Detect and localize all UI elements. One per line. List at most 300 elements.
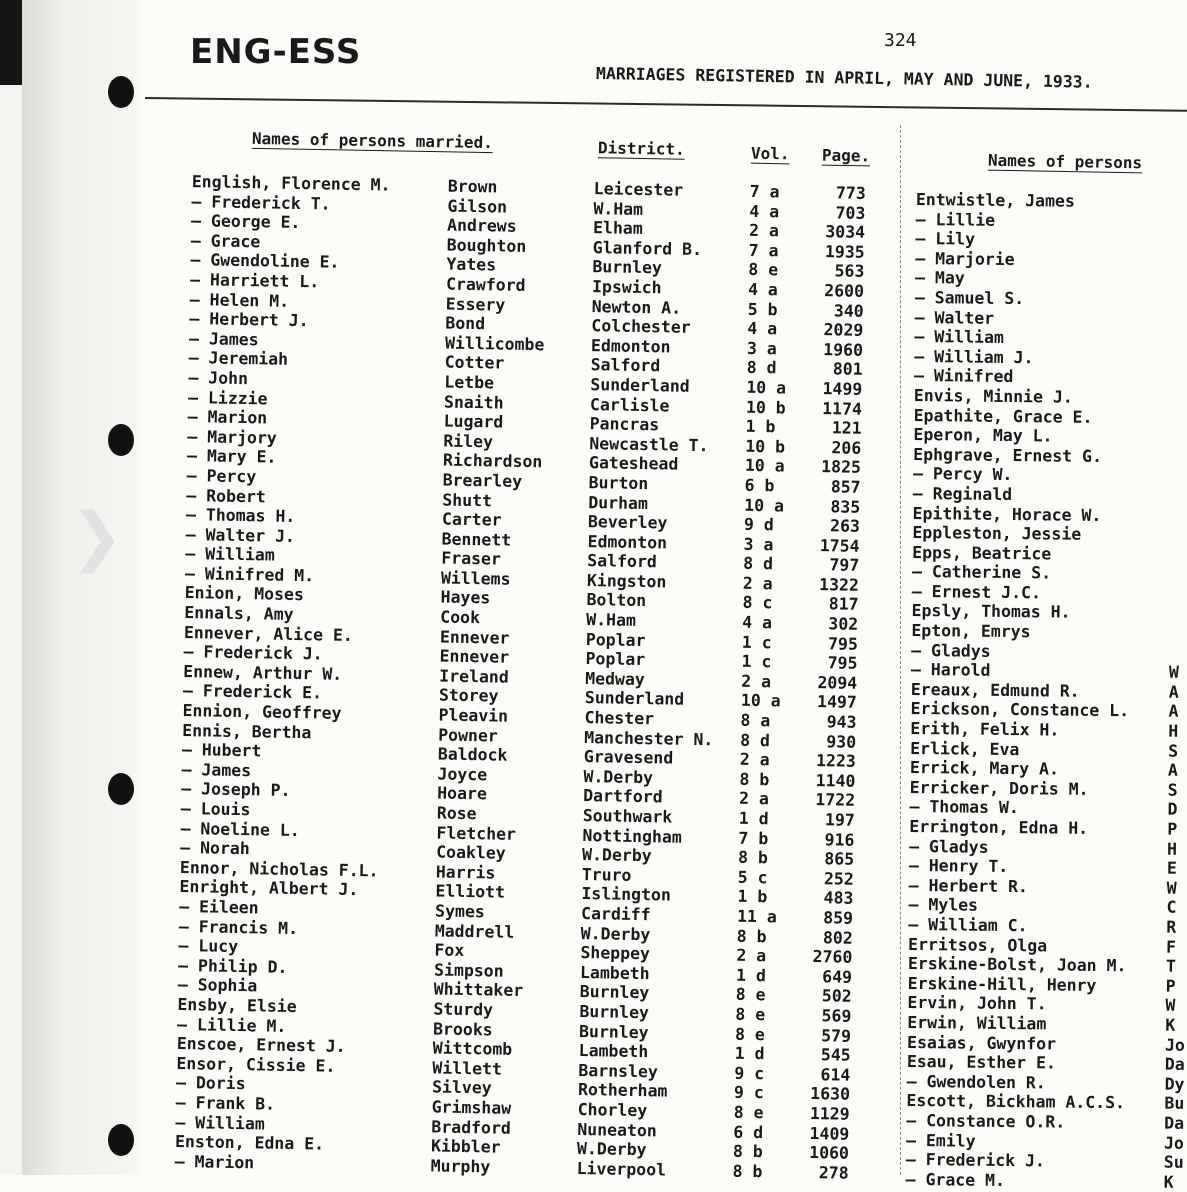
entry-name: — Marion — [175, 1152, 255, 1172]
entry-spouse: Powner — [438, 725, 498, 745]
binding-paper-strip — [0, 85, 22, 1175]
entry-spouse: Brown — [448, 177, 498, 197]
entry-spouse: P — [1166, 976, 1176, 995]
entry-name: Erith, Felix H. — [910, 719, 1059, 740]
entry-spouse: K — [1164, 1172, 1174, 1191]
entry-district: Gateshead — [589, 453, 679, 474]
entry-name: — Walter — [915, 308, 995, 328]
entry-page: 1825 — [799, 457, 861, 477]
entry-name: Ennever, Alice E. — [184, 623, 353, 645]
entry-page: 121 — [799, 418, 861, 438]
entry-volume: 1 b — [737, 887, 787, 907]
entry-spouse: Bradford — [431, 1117, 511, 1137]
entry-name: — Gwendoline E. — [190, 250, 339, 272]
entry-name: Erskine-Hill, Henry — [908, 974, 1097, 995]
entry-volume: 4 a — [749, 201, 799, 221]
entry-volume: 4 a — [747, 319, 797, 339]
entry-spouse: Willett — [432, 1058, 502, 1078]
entry-volume: 7 b — [738, 828, 788, 848]
entry-spouse: A — [1168, 702, 1178, 721]
entry-district: Ipswich — [592, 277, 662, 297]
entry-district: Gravesend — [584, 747, 674, 768]
entry-name: Erickson, Constance L. — [910, 699, 1129, 720]
entry-district: Lambeth — [579, 1041, 649, 1061]
entry-district: Southwark — [583, 806, 673, 827]
entry-spouse: W — [1165, 996, 1175, 1015]
entry-page: 859 — [791, 908, 853, 928]
entry-name: — Marjorie — [915, 249, 1015, 269]
entry-page: 2600 — [802, 281, 864, 301]
entry-volume: 8 e — [735, 1005, 785, 1025]
entry-name: — Frank B. — [176, 1093, 276, 1114]
entry-name: — Winifred — [914, 366, 1014, 386]
entry-name: — Frederick E. — [183, 681, 322, 702]
entry-name: Esaias, Gwynfor — [907, 1032, 1056, 1053]
entry-page: 703 — [803, 202, 865, 222]
entry-district: Beverley — [588, 512, 668, 532]
entry-spouse: Dy — [1165, 1074, 1185, 1093]
index-range: ENG-ESS — [190, 32, 361, 72]
entry-page: 340 — [802, 300, 864, 320]
entry-volume: 1 d — [735, 1044, 785, 1064]
punch-hole — [108, 773, 134, 805]
header-rule — [145, 97, 1187, 112]
entry-spouse: Rose — [437, 803, 477, 823]
entry-spouse: Silvey — [432, 1078, 492, 1098]
entry-name: Esau, Esther E. — [907, 1052, 1056, 1073]
entry-spouse: Da — [1164, 1114, 1184, 1133]
entry-page: 1322 — [797, 575, 859, 595]
entry-name: Entwistle, James — [916, 190, 1075, 211]
entry-name: — Lucy — [178, 936, 238, 956]
entry-spouse: K — [1165, 1016, 1175, 1035]
entry-district: Burton — [588, 473, 648, 493]
entry-page: 563 — [802, 261, 864, 281]
entry-spouse: E — [1167, 859, 1177, 878]
entry-spouse: Hayes — [440, 588, 490, 608]
entry-page: 2094 — [795, 673, 857, 693]
entry-name: Erricker, Doris M. — [910, 778, 1089, 799]
entry-district: W.Derby — [583, 767, 653, 787]
left-register-table — [169, 172, 186, 1171]
page-title: MARRIAGES REGISTERED IN APRIL, MAY AND JUNE, 1933. — [596, 64, 1093, 92]
entry-spouse: Willicombe — [445, 333, 545, 354]
entry-name: — May — [915, 268, 965, 288]
entry-name: Ennew, Arthur W. — [183, 662, 342, 684]
entry-district: Poplar — [586, 630, 646, 650]
page-number: 324 — [884, 30, 917, 51]
vol-column-header: Vol. — [751, 144, 790, 164]
entry-volume: 3 a — [747, 339, 797, 359]
entry-name: — Lizzie — [188, 388, 268, 408]
entry-name: — Frederick J. — [183, 642, 322, 663]
entry-page: 1140 — [793, 771, 855, 791]
entry-name: Ennals, Amy — [184, 603, 294, 624]
entry-spouse: W — [1169, 663, 1179, 682]
entry-name: — Marion — [188, 407, 268, 427]
entry-spouse: Bond — [445, 314, 485, 334]
entry-name: — Frederick T. — [191, 192, 330, 213]
entry-spouse: Kibbler — [431, 1137, 501, 1157]
entry-page: 1499 — [800, 379, 862, 399]
entry-spouse: Bu — [1164, 1094, 1184, 1113]
entry-district: Nottingham — [582, 826, 682, 847]
entry-page: 1722 — [793, 790, 855, 810]
entry-district: Bolton — [586, 591, 646, 611]
entry-name: Epton, Emrys — [911, 621, 1030, 641]
entry-name: — Jeremiah — [189, 348, 289, 369]
entry-district: Durham — [588, 493, 648, 513]
entry-name: — Myles — [908, 895, 978, 915]
punch-hole — [108, 1124, 134, 1156]
entry-district: Medway — [585, 669, 645, 689]
entry-district: Barnsley — [578, 1061, 658, 1081]
entry-district: Colchester — [591, 316, 691, 337]
entry-spouse: Pleavin — [438, 706, 508, 726]
entry-district: Sheppey — [580, 943, 650, 963]
entry-page: 802 — [791, 927, 853, 947]
entry-spouse: W — [1167, 878, 1177, 897]
entry-spouse: Yates — [446, 255, 496, 275]
entry-district: Sunderland — [585, 688, 685, 709]
entry-spouse: Wittcomb — [433, 1039, 513, 1059]
entry-spouse: F — [1166, 937, 1176, 956]
entry-spouse: Whittaker — [434, 980, 524, 1001]
entry-spouse: Grimshaw — [432, 1097, 512, 1117]
entry-spouse: A — [1169, 683, 1179, 702]
entry-name: — William J. — [914, 347, 1033, 367]
entry-volume: 8 b — [732, 1161, 782, 1181]
entry-volume: 1 d — [736, 965, 786, 985]
entry-district: Glanford B. — [593, 238, 703, 259]
entry-spouse: H — [1168, 722, 1178, 741]
entry-name: — Helen M. — [190, 290, 290, 311]
entry-name: — William — [175, 1112, 265, 1133]
entry-name: Epathite, Grace E. — [914, 406, 1093, 427]
entry-district: Leicester — [594, 179, 684, 200]
page-column-header: Page. — [822, 146, 870, 166]
entry-spouse: Sturdy — [433, 999, 493, 1019]
entry-name: Enscoe, Ernest J. — [177, 1034, 346, 1056]
entry-spouse: Symes — [435, 901, 485, 921]
entry-volume: 8 b — [737, 926, 787, 946]
entry-name: Eppleston, Jessie — [912, 523, 1081, 544]
entry-page: 835 — [798, 496, 860, 516]
entry-spouse: H — [1167, 839, 1177, 858]
entry-name: — Gladys — [911, 641, 991, 661]
entry-page: 1935 — [803, 242, 865, 262]
entry-name: Escott, Bickham A.C.S. — [906, 1091, 1125, 1112]
entry-name: — Thomas W. — [909, 797, 1018, 817]
entry-spouse: Fraser — [441, 549, 501, 569]
entry-spouse: Riley — [443, 431, 493, 451]
entry-page: 197 — [793, 810, 855, 830]
entry-volume: 6 d — [733, 1122, 783, 1142]
entry-page: 3034 — [803, 222, 865, 242]
entry-name: — Percy W. — [913, 464, 1013, 484]
entry-spouse: Ennever — [440, 627, 510, 647]
entry-district: W.Ham — [593, 199, 643, 219]
entry-name: Enston, Edna E. — [175, 1132, 324, 1154]
entry-district: Edmonton — [591, 336, 671, 356]
entry-name: — William — [185, 544, 275, 565]
entry-district: W.Ham — [586, 610, 636, 630]
entry-name: — Lillie M. — [177, 1015, 287, 1036]
entry-volume: 1 c — [741, 652, 791, 672]
entry-spouse: Da — [1165, 1055, 1185, 1074]
entry-district: Newton A. — [592, 297, 682, 318]
entry-spouse: Cotter — [445, 353, 505, 373]
entry-name: Ervin, John T. — [907, 993, 1046, 1013]
right-register-table — [906, 190, 916, 1189]
entry-page: 795 — [796, 633, 858, 653]
entry-spouse: Simpson — [434, 960, 504, 980]
entry-district: Burnley — [592, 257, 662, 277]
entry-volume: 11 a — [737, 907, 787, 927]
entry-district: W.Derby — [581, 924, 651, 944]
entry-spouse: Fox — [434, 941, 464, 961]
entry-name: — Marjory — [187, 427, 277, 448]
entry-spouse: Shutt — [442, 490, 492, 510]
entry-name: — William — [914, 327, 1004, 347]
entry-spouse: Coakley — [436, 843, 506, 863]
entry-volume: 3 a — [743, 534, 793, 554]
entry-volume: 8 c — [742, 593, 792, 613]
entry-page: 773 — [804, 183, 866, 203]
entry-name: — Frederick J. — [906, 1150, 1045, 1170]
entry-page: 263 — [798, 516, 860, 536]
entry-volume: 10 a — [746, 378, 796, 398]
entry-volume: 4 a — [742, 613, 792, 633]
entry-district: Cardiff — [581, 904, 651, 924]
entry-spouse: Joyce — [437, 764, 487, 784]
entry-volume: 6 b — [744, 476, 794, 496]
entry-spouse: Storey — [439, 686, 499, 706]
entry-name: — Gladys — [909, 837, 989, 857]
entry-volume: 2 a — [739, 789, 789, 809]
entry-volume: 2 a — [749, 221, 799, 241]
entry-name: — Sophia — [178, 975, 258, 995]
entry-volume: 1 c — [742, 632, 792, 652]
punch-hole — [108, 424, 134, 456]
entry-spouse: Fletcher — [436, 823, 516, 843]
entry-district: Salford — [587, 551, 657, 571]
entry-name: — Robert — [186, 486, 266, 506]
entry-name: — Henry T. — [909, 856, 1009, 876]
entry-volume: 8 b — [733, 1142, 783, 1162]
entry-name: — Gwendolen R. — [907, 1072, 1046, 1092]
entry-page: 797 — [797, 555, 859, 575]
entry-district: W.Derby — [577, 1139, 647, 1159]
entry-spouse: S — [1168, 741, 1178, 760]
entry-name: — James — [189, 329, 259, 349]
entry-name: Ephgrave, Ernest G. — [913, 445, 1102, 466]
entry-district: Elham — [593, 218, 643, 238]
entry-name: — Lily — [915, 229, 975, 249]
entry-district: Burnley — [579, 1002, 649, 1022]
entry-name: Epithite, Horace W. — [913, 503, 1102, 524]
entry-district: Chorley — [578, 1100, 648, 1120]
entry-district: W.Derby — [582, 845, 652, 865]
entry-name: — Catherine S. — [912, 562, 1051, 582]
entry-name: Ennis, Bertha — [182, 721, 311, 742]
district-column-header: District. — [598, 138, 685, 159]
entry-spouse: Brooks — [433, 1019, 493, 1039]
entry-volume: 8 e — [736, 985, 786, 1005]
entry-name: Envis, Minnie J. — [914, 386, 1073, 407]
entry-volume: 8 a — [740, 711, 790, 731]
entry-spouse: Snaith — [444, 392, 504, 412]
entry-page: 1129 — [788, 1104, 850, 1124]
entry-name: — Herbert R. — [909, 876, 1028, 896]
entry-spouse: Richardson — [443, 451, 543, 472]
entry-page: 649 — [790, 966, 852, 986]
entry-name: Ennor, Nicholas F.L. — [180, 858, 379, 880]
entry-page: 579 — [789, 1025, 851, 1045]
entry-page: 865 — [792, 849, 854, 869]
entry-name: — James — [181, 760, 251, 780]
entry-name: English, Florence M. — [192, 172, 391, 194]
entry-page: 569 — [789, 1006, 851, 1026]
entry-district: Lambeth — [580, 963, 650, 983]
entry-volume: 8 b — [739, 770, 789, 790]
entry-page: 801 — [800, 359, 862, 379]
entry-page: 252 — [792, 868, 854, 888]
entry-page: 502 — [790, 986, 852, 1006]
entry-volume: 8 e — [734, 1103, 784, 1123]
entry-spouse: Andrews — [447, 216, 517, 236]
entry-page: 1754 — [797, 535, 859, 555]
entry-name: — John — [188, 368, 248, 388]
entry-district: Burnley — [579, 1022, 649, 1042]
entry-district: Burnley — [580, 982, 650, 1002]
entry-name: — Grace M. — [906, 1170, 1006, 1190]
entry-name: — Norah — [180, 838, 250, 858]
entry-name: — William C. — [908, 915, 1027, 935]
entry-volume: 9 d — [744, 515, 794, 535]
column-divider — [900, 125, 901, 1175]
entry-spouse: Hoare — [437, 784, 487, 804]
entry-volume: 8 d — [743, 554, 793, 574]
entry-name: Enion, Moses — [184, 584, 304, 605]
entry-volume: 2 a — [736, 946, 786, 966]
entry-spouse: Baldock — [438, 745, 508, 765]
page-gutter-shadow — [22, 0, 140, 1175]
entry-name: — Harold — [911, 660, 991, 680]
entry-name: — Grace — [191, 231, 261, 251]
names-column-header: Names of persons married. — [252, 129, 493, 152]
entry-name: Errick, Mary A. — [910, 758, 1059, 779]
entry-page: 1223 — [794, 751, 856, 771]
entry-spouse: Harris — [436, 862, 496, 882]
entry-name: — Noeline L. — [180, 819, 300, 840]
entry-name: — Mary E. — [187, 446, 277, 467]
entry-volume: 8 e — [735, 1024, 785, 1044]
entry-volume: 10 b — [745, 437, 795, 457]
entry-spouse: Gilson — [447, 196, 507, 216]
entry-name: Ereaux, Edmund R. — [911, 680, 1080, 701]
entry-district: Rotherham — [578, 1080, 668, 1101]
entry-page: 1409 — [787, 1123, 849, 1143]
entry-name: — Percy — [187, 466, 257, 486]
entry-page: 930 — [794, 731, 856, 751]
entry-spouse: Cook — [440, 608, 480, 628]
entry-district: Liverpool — [577, 1159, 667, 1180]
entry-name: — Lillie — [916, 210, 996, 230]
entry-district: Newcastle T. — [589, 434, 709, 455]
entry-name: — Samuel S. — [915, 288, 1024, 308]
entry-name: Epps, Beatrice — [912, 543, 1051, 563]
entry-volume: 10 a — [741, 691, 791, 711]
entry-page: 278 — [786, 1162, 848, 1182]
entry-page: 614 — [788, 1064, 850, 1084]
entry-volume: 2 a — [741, 672, 791, 692]
entry-spouse: R — [1166, 918, 1176, 937]
entry-name: Enright, Albert J. — [179, 877, 358, 899]
entry-name: — Walter J. — [186, 525, 296, 546]
entry-page: 1497 — [795, 692, 857, 712]
entry-page: 483 — [791, 888, 853, 908]
entry-volume: 5 c — [738, 868, 788, 888]
entry-name: — Emily — [906, 1130, 976, 1150]
entry-spouse: Ennever — [439, 647, 509, 667]
entry-district: Truro — [582, 865, 632, 885]
entry-name: — Reginald — [913, 484, 1013, 504]
entry-volume: 10 a — [744, 495, 794, 515]
entry-volume: 8 b — [738, 848, 788, 868]
entry-spouse: Lugard — [444, 412, 504, 432]
entry-page: 1960 — [801, 340, 863, 360]
entry-spouse: Murphy — [431, 1156, 491, 1176]
entry-volume: 4 a — [748, 280, 798, 300]
entry-name: — Louis — [181, 799, 251, 819]
entry-spouse: Carter — [442, 510, 502, 530]
entry-name: — Joseph P. — [181, 779, 291, 800]
entry-spouse: Su — [1164, 1153, 1184, 1172]
entry-page: 795 — [795, 653, 857, 673]
entry-district: Islington — [581, 884, 671, 905]
entry-spouse: Crawford — [446, 275, 526, 295]
entry-name: Epsly, Thomas H. — [911, 601, 1070, 622]
entry-spouse: Jo — [1164, 1133, 1184, 1152]
entry-page: 302 — [796, 614, 858, 634]
entry-district: Edmonton — [587, 532, 667, 552]
entry-page: 1630 — [788, 1084, 850, 1104]
entry-spouse: Willems — [441, 568, 511, 588]
entry-volume: 10 b — [746, 397, 796, 417]
entry-district: Chester — [584, 708, 654, 728]
entry-volume: 1 d — [739, 809, 789, 829]
entry-page: 2760 — [790, 947, 852, 967]
entry-volume: 1 b — [745, 417, 795, 437]
entry-name: — Winifred M. — [185, 564, 314, 585]
entry-district: Salford — [591, 355, 661, 375]
entry-volume: 5 b — [748, 299, 798, 319]
chevron-right-icon[interactable]: ❯ — [70, 500, 124, 574]
entry-district: Sunderland — [590, 375, 690, 396]
entry-spouse: S — [1168, 780, 1178, 799]
entry-name: — Eileen — [179, 897, 259, 917]
entry-district: Dartford — [583, 786, 663, 806]
entry-district: Nuneaton — [577, 1119, 657, 1139]
entry-name: Erskine-Bolst, Joan M. — [908, 954, 1127, 975]
entry-volume: 8 d — [747, 358, 797, 378]
entry-spouse: Ireland — [439, 666, 509, 686]
entry-name: — Doris — [176, 1073, 246, 1093]
entry-spouse: Essery — [446, 294, 506, 314]
entry-page: 817 — [796, 594, 858, 614]
entry-spouse: Maddrell — [435, 921, 515, 941]
